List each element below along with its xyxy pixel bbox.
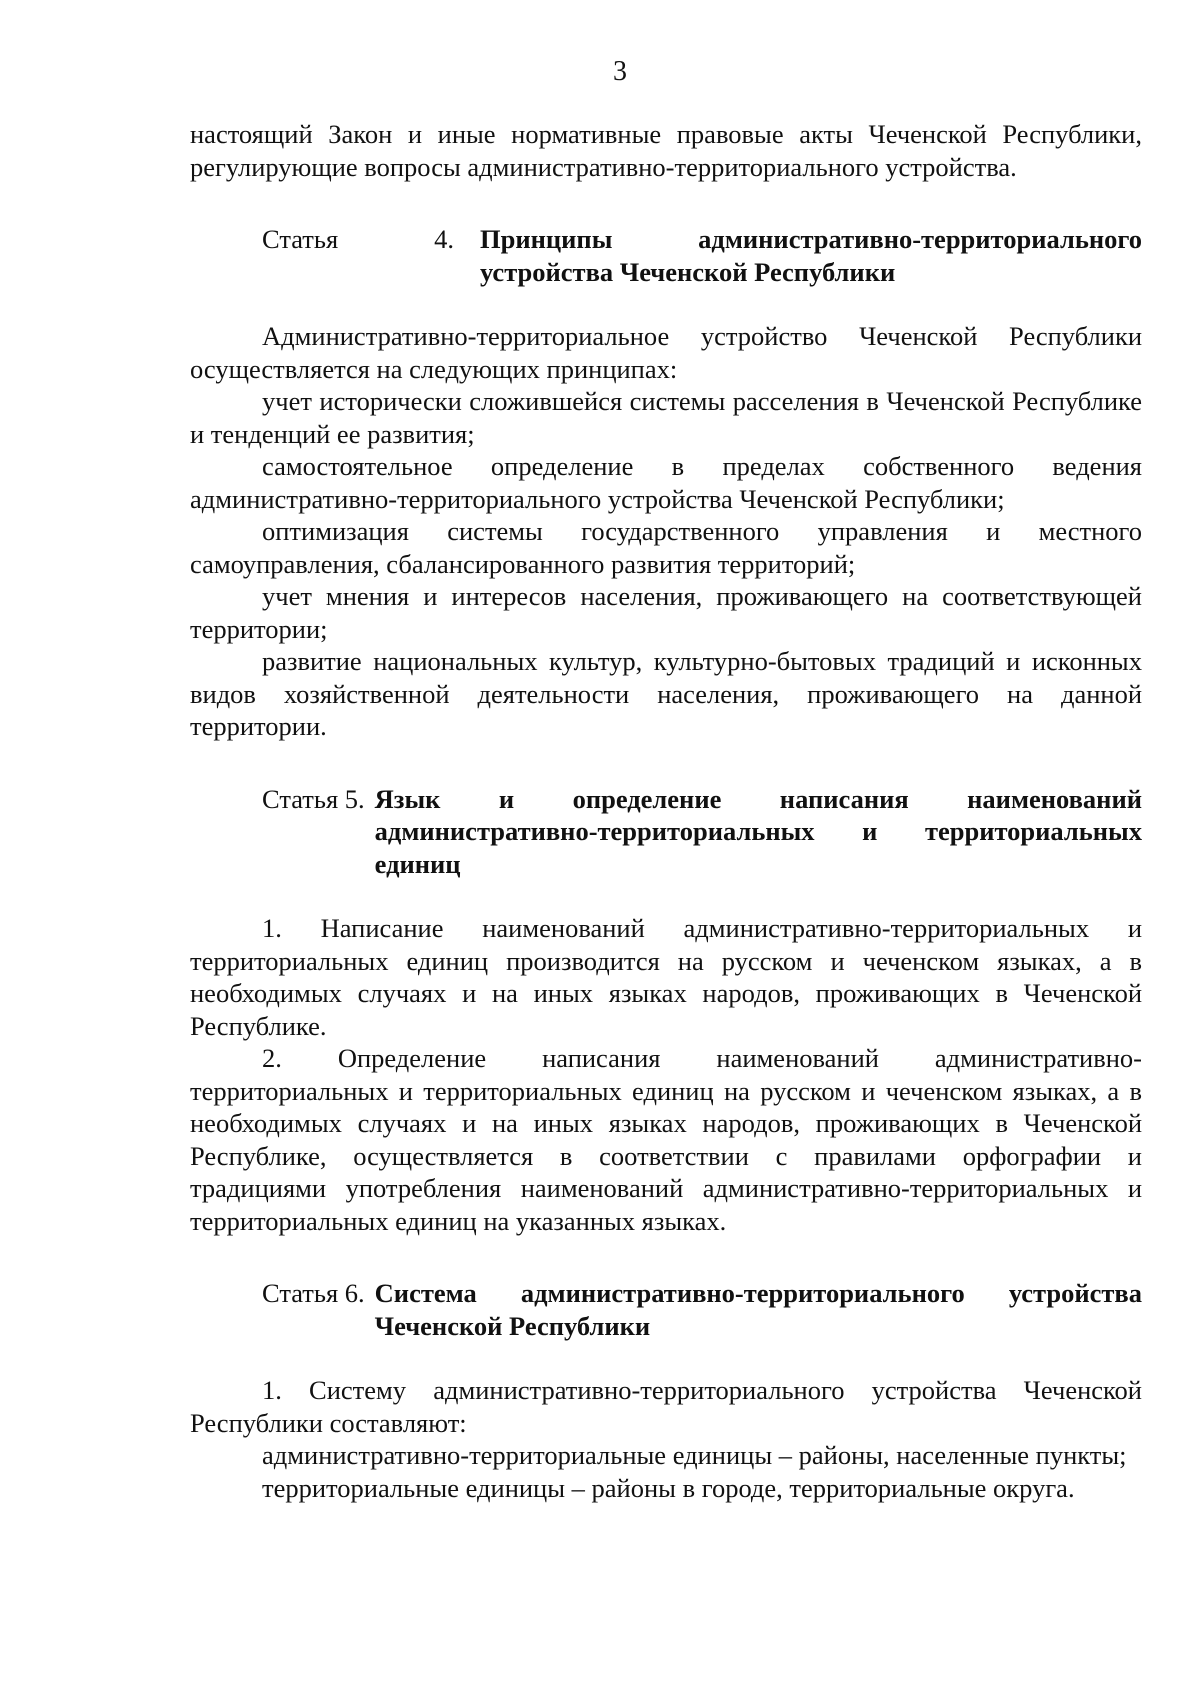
article-6-paragraph: административно-территориальные единицы – районы, населенные пункты;	[262, 1440, 1127, 1470]
article-6-paragraph: территориальные единицы – районы в городе, территориальные округа.	[262, 1472, 1075, 1503]
article-5-paragraph: 1. Написание наименований административно-территориальных и территориальных единиц производится на русском и чеченском языках, а в необходимых случаях и на иных языках народов, проживающих в Чеченской Республике.	[190, 913, 1142, 1041]
article-4-title: Принципы административно-территориального устройства Чеченской Республики	[480, 224, 1142, 287]
article-4-paragraph: оптимизация системы государственного управления и местного самоуправления, сбалансированного развития территорий;	[190, 516, 1142, 579]
article-5-title: Язык и определение написания наименований административно-территориальных и территориальных единиц	[374, 783, 1142, 879]
article-4-paragraph: Административно-территориальное устройство Чеченской Республики осуществляется на следующих принципах:	[190, 321, 1142, 384]
article-6-label: Статья 6.	[262, 1278, 365, 1308]
article-4-word: Статья	[262, 224, 339, 254]
article-6-heading	[190, 1277, 1142, 1342]
article-4-paragraph: учет мнения и интересов населения, проживающего на соответствующей территории;	[190, 581, 1142, 644]
article-5-heading	[190, 783, 1142, 881]
article-5-paragraph: 2. Определение написания наименований административно-территориальных и территориальных единиц на русском и чеченском языках, а в необходимых случаях и на иных языках народов, проживающих в Чеченской Республике, осуществляется в соответствии с правилами орфографии и традициями употребления наименований административно-территориальных и территориальных единиц на указанных языках.	[190, 1043, 1142, 1236]
article-4-heading	[190, 223, 1142, 288]
article-4-paragraph: учет исторически сложившейся системы расселения в Чеченской Республике и тенденций ее развития;	[190, 386, 1142, 449]
document-body	[190, 118, 1142, 1504]
article-5-label: Статья 5.	[262, 783, 365, 814]
article-4-number: 4.	[434, 224, 454, 254]
article-6-title: Система административно-территориального устройства Чеченской Республики	[374, 1278, 1142, 1341]
intro-paragraph: настоящий Закон и иные нормативные правовые акты Чеченской Республики, регулирующие вопросы административно-территориального устройства.	[190, 119, 1142, 182]
article-4-paragraph: самостоятельное определение в пределах собственного ведения административно-территориального устройства Чеченской Республики;	[190, 451, 1142, 514]
article-6-paragraph: 1. Систему административно-территориального устройства Чеченской Республики составляют:	[190, 1375, 1142, 1438]
article-4-paragraph: развитие национальных культур, культурно-бытовых традиций и исконных видов хозяйственной деятельности населения, проживающего на данной территории.	[190, 646, 1142, 741]
page-number: 3	[613, 56, 627, 87]
article-4-label	[190, 223, 480, 288]
